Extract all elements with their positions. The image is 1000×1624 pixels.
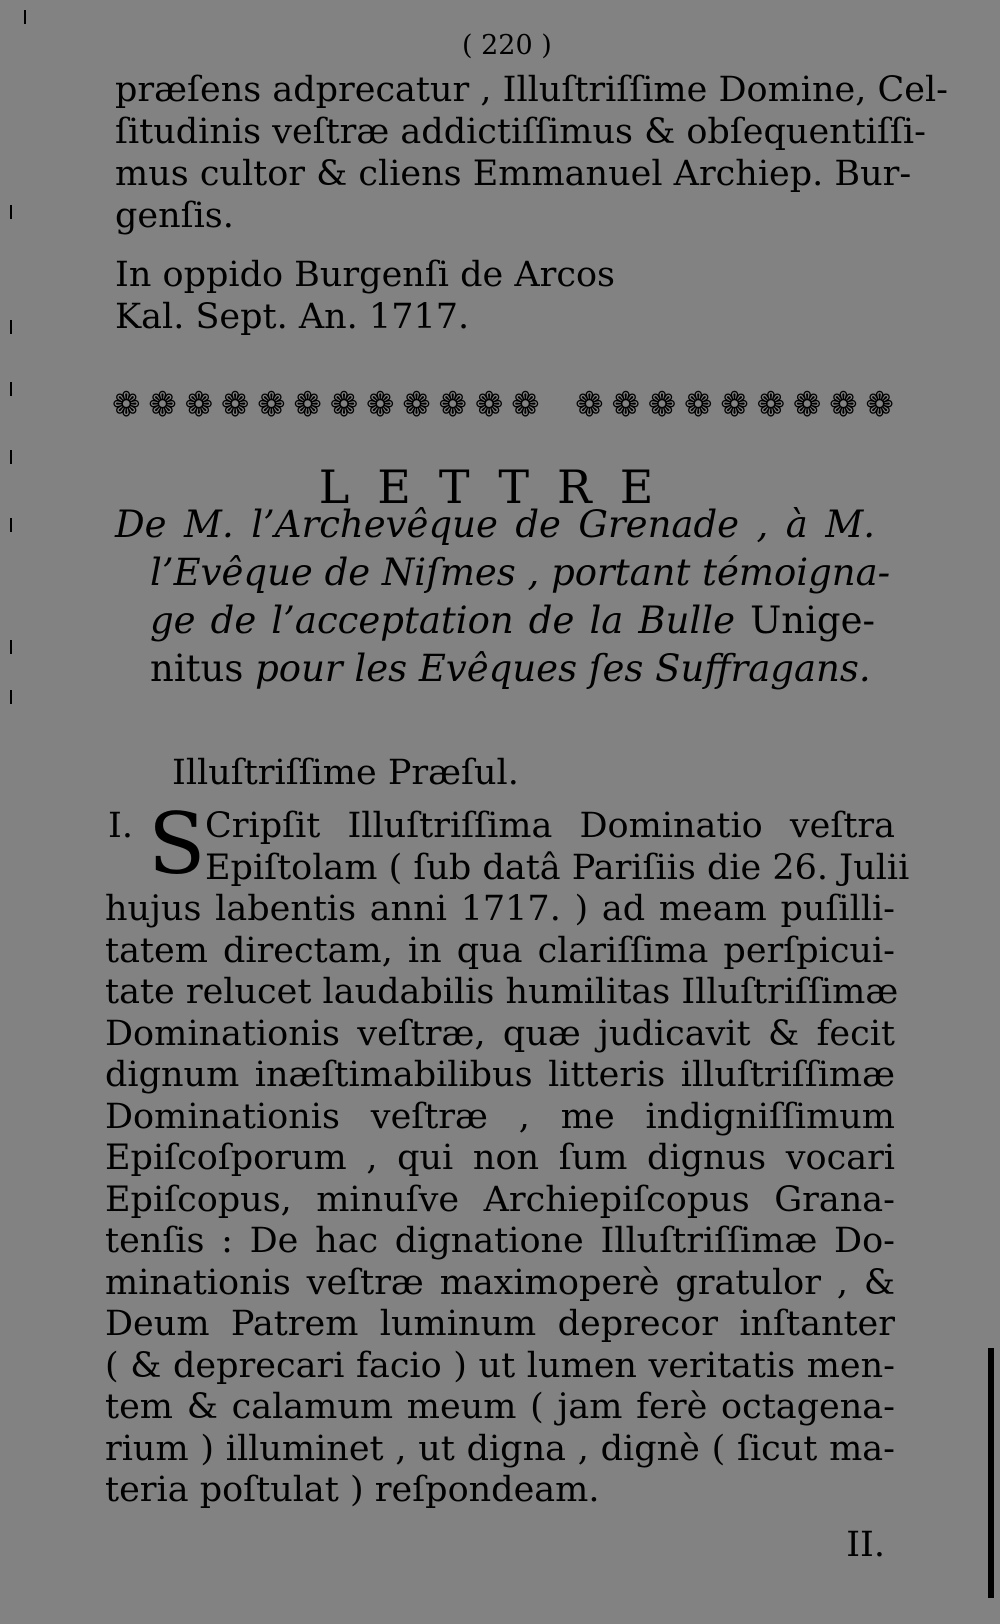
margin-mark xyxy=(10,518,12,532)
subtitle-run: pour les Evêques ſes Suffragans. xyxy=(255,647,871,690)
body-line: tate relucet laudabilis humilitas Illuſtriſſimæ xyxy=(105,972,899,1012)
subtitle-run: De M. l’Archevêque de Grenade , à M. xyxy=(115,503,875,546)
margin-mark xyxy=(10,320,12,334)
subtitle-line xyxy=(150,601,875,641)
body-line: tem & calamum meum ( jam ferè octagena- xyxy=(105,1387,895,1427)
ornament-glyph: ❁ xyxy=(365,385,395,425)
text-line: mus cultor & cliens Emmanuel Archiep. Bur- xyxy=(115,154,912,194)
body-line: dignum inæſtimabilibus litteris illuſtriſſimæ xyxy=(105,1055,895,1095)
salutation: Illuſtriſſime Præſul. xyxy=(172,753,519,793)
place-line: In oppido Burgenſi de Arcos xyxy=(115,255,615,295)
body-line: Epiſcoſporum , qui non ſum dignus vocari xyxy=(105,1138,895,1178)
ornament-glyph: ❁ xyxy=(220,385,250,425)
subtitle-run: ge de l’acceptation de la Bulle xyxy=(150,599,751,642)
margin-mark xyxy=(10,205,12,219)
margin-mark xyxy=(10,690,12,704)
section-number: I. xyxy=(108,806,133,846)
body-line: ( & deprecari facio ) ut lumen veritatis men- xyxy=(105,1345,895,1386)
body-line: Deum Patrem luminum deprecor inſtanter xyxy=(105,1304,895,1344)
body-line: Epiſcopus, minuſve Archiepiſcopus Grana- xyxy=(105,1179,895,1220)
ornament-glyph: ❁ xyxy=(438,385,468,425)
ornament-glyph: ❁ xyxy=(829,385,858,425)
ornament-glyph: ❁ xyxy=(865,385,894,425)
ornament-band xyxy=(112,385,894,425)
body-line: Dominationis veſtræ , me indigniſſimum xyxy=(105,1096,895,1137)
ornament-glyph: ❁ xyxy=(112,385,141,425)
body-line: hujus labentis anni 1717. ) ad meam puſilli- xyxy=(105,889,895,929)
ornament-glyph: ❁ xyxy=(720,385,749,425)
margin-bar xyxy=(988,1348,994,1598)
ornament-glyph: ❁ xyxy=(575,385,604,425)
text-line: genſis. xyxy=(115,196,234,236)
margin-mark xyxy=(24,10,26,24)
ornament-glyph: ❁ xyxy=(474,385,504,425)
ornament-glyph: ❁ xyxy=(402,385,431,425)
ornament-glyph: ❁ xyxy=(293,385,322,425)
page-number: ( 220 ) xyxy=(462,30,552,61)
margin-mark xyxy=(10,450,12,464)
ornament-glyph: ❁ xyxy=(329,385,359,425)
text-line: præſens adprecatur , Illuſtriſſime Domine, Cel- xyxy=(115,70,948,110)
ornament-glyph: ❁ xyxy=(684,385,713,425)
body-line: Epiſtolam ( ſub datâ Pariſiis die 26. Julii xyxy=(205,847,910,888)
body-line: Dominationis veſtræ, quæ judicavit & fecit xyxy=(105,1013,895,1054)
ornament-glyph: ❁ xyxy=(184,385,214,425)
ornament-glyph: ❁ xyxy=(611,385,640,425)
ornament-glyph: ❁ xyxy=(792,385,822,425)
body-line: Cripſit Illuſtriſſima Dominatio veſtra xyxy=(205,806,895,846)
ornament-glyph: ❁ xyxy=(647,385,677,425)
ornament-glyph: ❁ xyxy=(756,385,786,425)
next-section-number: II. xyxy=(846,1525,885,1565)
subtitle-run: l’Evêque de Niſmes , portant témoigna- xyxy=(150,551,891,594)
subtitle-line xyxy=(150,551,891,594)
body-line: tatem directam, in qua clariſſima perſpicui- xyxy=(105,930,895,971)
body-line: teria poſtulat ) reſpondeam. xyxy=(105,1470,600,1510)
subtitle-run: nitus xyxy=(150,647,256,690)
body-line: tenſis : De hac dignatione Illuſtriſſimæ Do- xyxy=(105,1221,895,1261)
drop-cap: S xyxy=(148,795,206,893)
subtitle-line xyxy=(115,505,875,545)
ornament-glyph: ❁ xyxy=(257,385,286,425)
margin-mark xyxy=(10,640,12,654)
body-line: rium ) illuminet , ut digna , dignè ( ſicut ma- xyxy=(105,1428,895,1469)
text-line: ſitudinis veſtræ addictiſſimus & obſequentiſſi- xyxy=(115,112,926,152)
ornament-glyph: ❁ xyxy=(511,385,540,425)
margin-mark xyxy=(10,382,12,396)
letter-title: LETTRE xyxy=(318,460,682,514)
ornament-glyph: ❁ xyxy=(148,385,177,425)
subtitle-run: Unige- xyxy=(750,599,875,642)
subtitle-line xyxy=(150,649,871,689)
place-line: Kal. Sept. An. 1717. xyxy=(115,297,470,337)
body-line: minationis veſtræ maximoperè gratulor , & xyxy=(105,1262,895,1303)
